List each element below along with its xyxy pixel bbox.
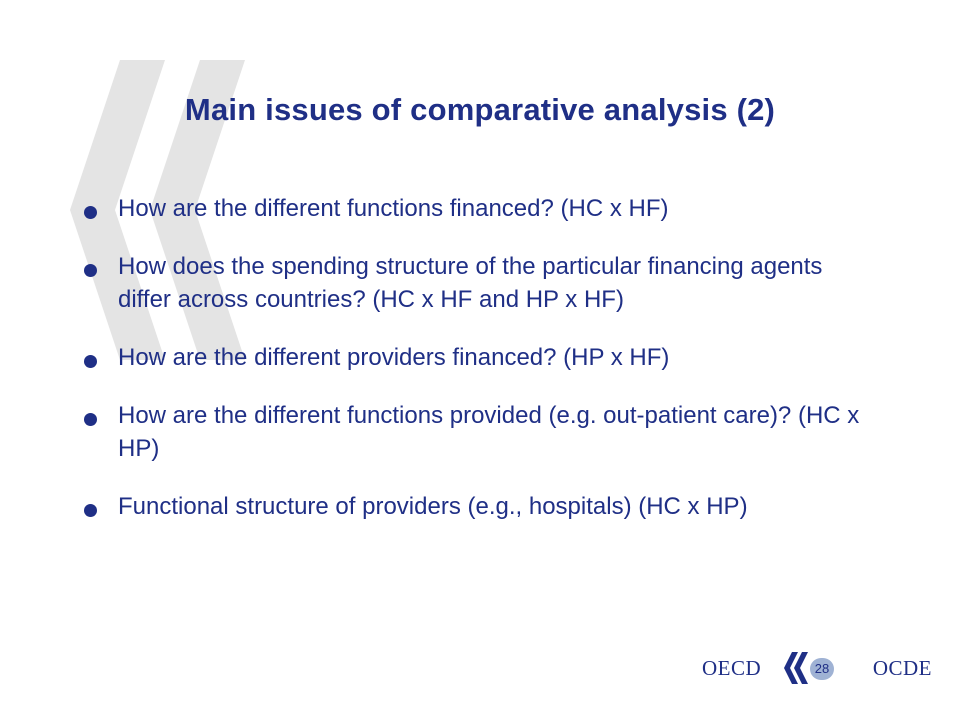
- bullet-item: [80, 192, 880, 225]
- bullet-dot-icon: [84, 504, 97, 517]
- footer-logo: [702, 648, 932, 688]
- logo-text-ocde: OCDE: [872, 656, 932, 680]
- page-number-badge: 28: [810, 658, 834, 680]
- bullet-item: [80, 490, 880, 523]
- bullet-text: How are the different providers financed? (HP x HF): [118, 344, 670, 371]
- bullet-item: [80, 399, 880, 465]
- bullet-list: [80, 192, 880, 548]
- logo-text-oecd: OECD: [702, 656, 762, 680]
- bullet-item: [80, 341, 880, 374]
- bullet-text: How are the different functions provided (e.g. out-patient care)? (HC x HP): [118, 402, 860, 462]
- bullet-item: [80, 250, 880, 316]
- bullet-text: How are the different functions financed? (HC x HF): [118, 195, 669, 222]
- bullet-dot-icon: [84, 264, 97, 277]
- bullet-dot-icon: [84, 413, 97, 426]
- bullet-text: How does the spending structure of the particular financing agents differ across countries? (HC x HF and HP x HF): [118, 253, 823, 313]
- bullet-dot-icon: [84, 206, 97, 219]
- bullet-dot-icon: [84, 355, 97, 368]
- slide-title: Main issues of comparative analysis (2): [184, 92, 776, 127]
- bullet-text: Functional structure of providers (e.g., hospitals) (HC x HP): [118, 493, 748, 520]
